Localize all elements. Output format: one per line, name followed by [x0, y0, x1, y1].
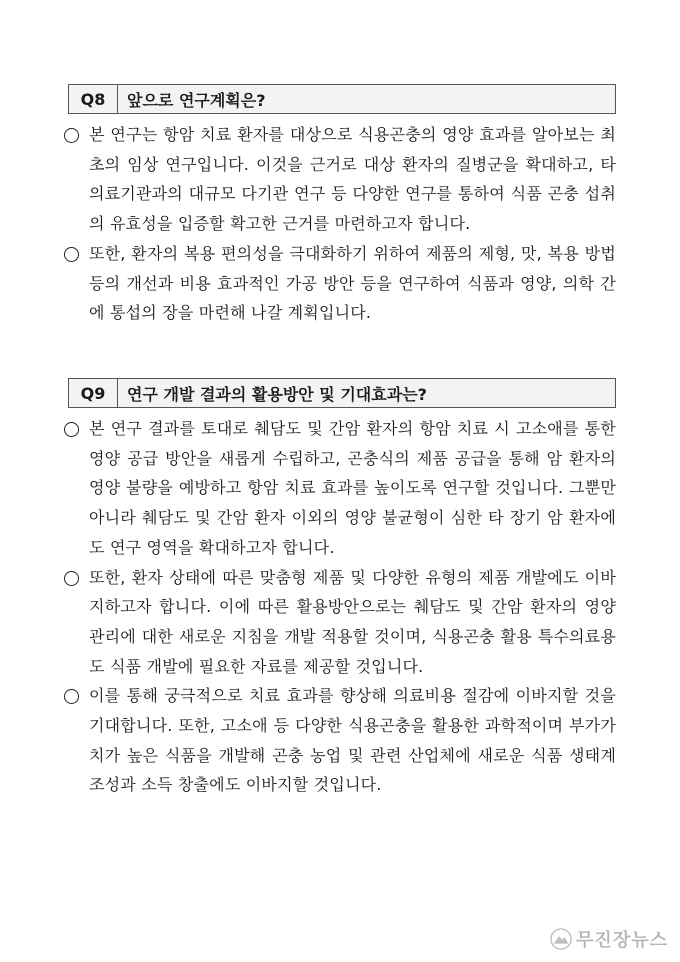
q9-header	[68, 378, 616, 408]
mountain-logo-icon	[550, 928, 572, 950]
circle-bullet-icon	[64, 571, 79, 586]
circle-bullet-icon	[64, 128, 79, 143]
circle-bullet-icon	[64, 689, 79, 704]
q8-answer-item-1	[64, 120, 616, 239]
watermark-text: 무진장뉴스	[576, 930, 668, 951]
q8-answer-list	[64, 120, 616, 328]
q9-answer-item-2	[64, 563, 616, 682]
q9-answer-list	[64, 414, 616, 800]
q9-answer-item-3	[64, 681, 616, 800]
q9-answer-text-2: 또한, 환자 상태에 따른 맞춤형 제품 및 다양한 유형의 제품 개발에도 이바지하고자 합니다. 이에 따른 활용방안으로는 췌담도 및 간암 환자의 영양 관리에 대한 새로운 지침을 개발 적용할 것이며, 식용곤충 활용 특수의료용도 식품 개발에 필요한 자료를 제공할 것입니다.	[89, 567, 616, 676]
circle-bullet-icon	[64, 247, 79, 262]
q9-answer-text-1: 본 연구 결과를 토대로 췌담도 및 간암 환자의 항암 치료 시 고소애를 통한 영양 공급 방안을 새롭게 수립하고, 곤충식의 제품 공급을 통해 암 환자의 영양 불량을 예방하고 항암 치료 효과를 높이도록 연구할 것입니다. 그뿐만 아니라 췌담도 및 간암 환자 이외의 영양 불균형이 심한 타 장기 암 환자에도 연구 영역을 확대하고자 합니다.	[89, 419, 616, 557]
q8-number: Q8	[69, 85, 118, 113]
q8-answer-text-1: 본 연구는 항암 치료 환자를 대상으로 식용곤충의 영양 효과를 알아보는 최초의 임상 연구입니다. 이것을 근거로 대상 환자의 질병군을 확대하고, 타 의료기관과의 대규모 다기관 연구 등 다양한 연구를 통하여 식품 곤충 섭취의 유효성을 입증할 확고한 근거를 마련하고자 합니다.	[89, 125, 616, 234]
q9-answer-item-1	[64, 414, 616, 563]
q8-answer-item-2	[64, 239, 616, 328]
q8-answer-text-2: 또한, 환자의 복용 편의성을 극대화하기 위하여 제품의 제형, 맛, 복용 방법 등의 개선과 비용 효과적인 가공 방안 등을 연구하여 식품과 영양, 의학 간에 통섭의 장을 마련해 나갈 계획입니다.	[89, 243, 616, 323]
q8-header	[68, 84, 616, 114]
q9-number: Q9	[69, 379, 118, 407]
circle-bullet-icon	[64, 422, 79, 437]
q9-title: 연구 개발 결과의 활용방안 및 기대효과는?	[127, 384, 427, 404]
q9-answer-text-3: 이를 통해 궁극적으로 치료 효과를 향상해 의료비용 절감에 이바지할 것을 기대합니다. 또한, 고소애 등 다양한 식용곤충을 활용한 과학적이며 부가가치가 높은 식품을 개발해 곤충 농업 및 관련 산업체에 새로운 식품 생태계 조성과 소득 창출에도 이바지할 것입니다.	[89, 686, 616, 795]
q8-title: 앞으로 연구계획은?	[127, 90, 266, 110]
watermark	[550, 926, 668, 952]
